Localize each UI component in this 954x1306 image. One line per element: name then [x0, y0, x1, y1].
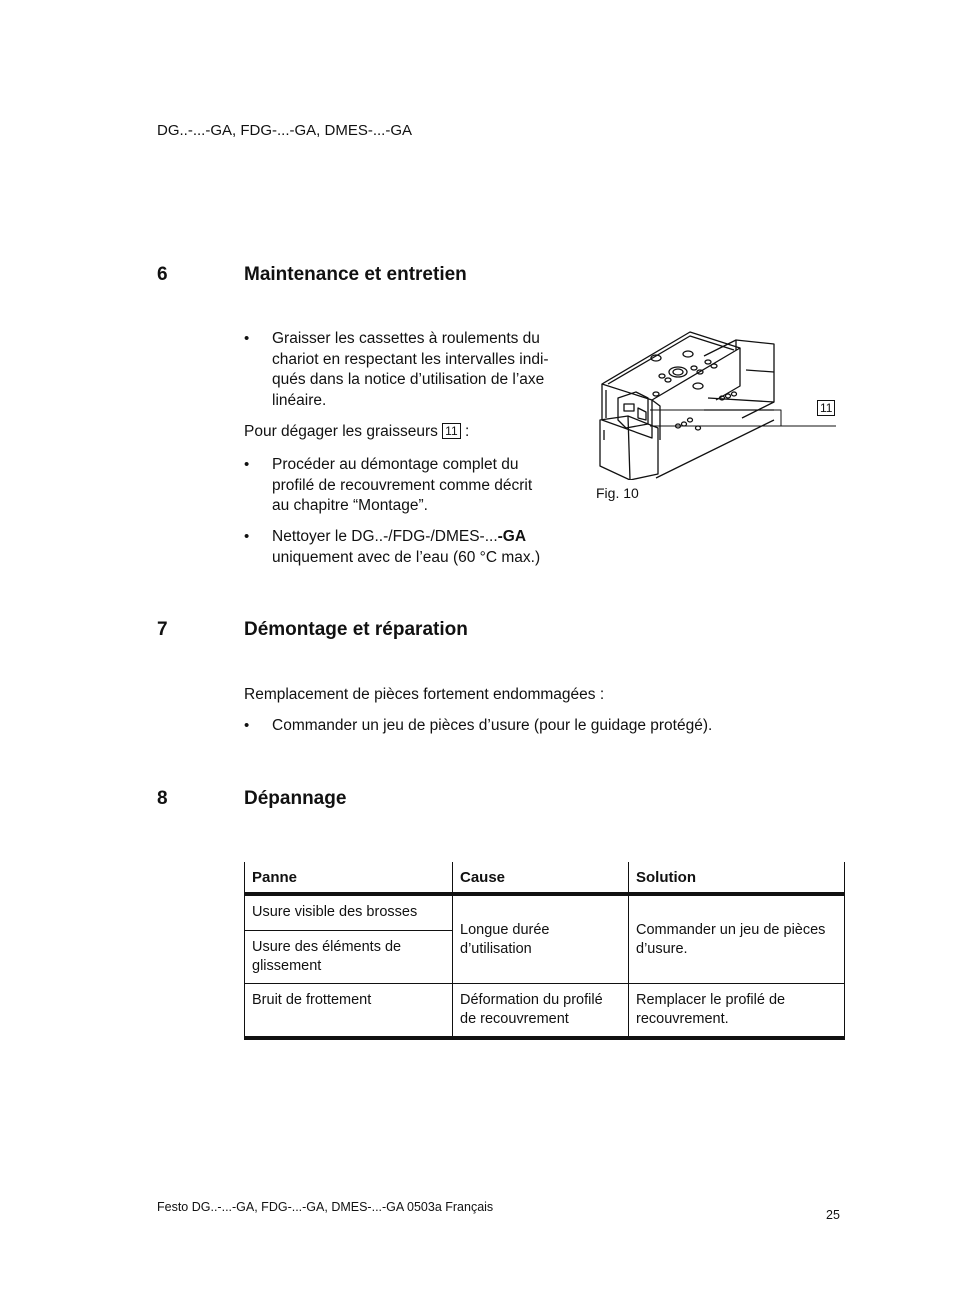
- text-line: profilé de recouvrement comme décrit: [272, 476, 533, 494]
- cell-text: d’utilisation: [460, 940, 532, 957]
- table-cell: [245, 894, 453, 931]
- section-7-number: 7: [157, 619, 168, 640]
- text-line: Procéder au démontage complet du: [272, 456, 519, 473]
- section-6-title: Maintenance et entretien: [244, 264, 467, 285]
- s6-bullet-1: [272, 329, 592, 411]
- bullet-symbol: •: [244, 456, 250, 473]
- footer-text: Festo DG..-...-GA, FDG-...-GA, DMES-...-GA 0503a Français: [157, 1200, 494, 1214]
- cell-text: Déformation du profilé: [460, 992, 603, 1008]
- text: Pour dégager les graisseurs: [244, 423, 438, 440]
- table-cell: [245, 931, 453, 984]
- section-7-title: Démontage et réparation: [244, 619, 468, 640]
- table-cell: [453, 984, 629, 1039]
- page-number: 25: [826, 1208, 840, 1222]
- text: Nettoyer le DG..-/FDG-/DMES-...: [272, 528, 498, 545]
- figure-caption: Fig. 10: [596, 485, 639, 501]
- text-bold: -GA: [497, 528, 527, 545]
- text-line: au chapitre “Montage”.: [272, 497, 428, 514]
- reference-box: 11: [442, 423, 460, 439]
- column-header-cause: Cause: [453, 862, 629, 894]
- column-header-panne: Panne: [245, 862, 453, 894]
- text-line: [272, 527, 592, 548]
- column-header-solution: Solution: [629, 862, 845, 894]
- figure-ref-11: [817, 400, 835, 418]
- bullet-symbol: •: [244, 330, 250, 347]
- cell-text: recouvrement.: [636, 1011, 729, 1027]
- cell-text: Remplacer le profilé de: [636, 992, 786, 1008]
- reference-box: 11: [817, 400, 835, 416]
- table-cell: [629, 984, 845, 1039]
- s6-bullet-3: [272, 527, 592, 568]
- section-8-title: Dépannage: [244, 788, 347, 809]
- cell-text: glissement: [252, 958, 322, 974]
- running-header: DG..-...-GA, FDG-...-GA, DMES-...-GA: [157, 122, 412, 139]
- bullet-symbol: •: [244, 717, 250, 734]
- text-line: Graisser les cassettes à roulements du: [272, 330, 540, 347]
- bullet-symbol: •: [244, 528, 250, 545]
- table-row: [245, 984, 845, 1039]
- cell-text: Bruit de frottement: [252, 992, 372, 1008]
- cell-text: Usure des éléments de: [252, 939, 402, 955]
- s7-paragraph: Remplacement de pièces fortement endommagées :: [244, 686, 605, 703]
- table-cell: [453, 894, 629, 984]
- table-row: [245, 894, 845, 931]
- s7-bullet-1: Commander un jeu de pièces d’usure (pour le guidage protégé).: [272, 717, 713, 734]
- figure-10-drawing: [596, 328, 846, 480]
- section-8-number: 8: [157, 788, 168, 809]
- cell-text: Commander un jeu de pièces: [636, 921, 826, 938]
- section-6-number: 6: [157, 264, 168, 285]
- table-cell: [629, 894, 845, 984]
- cell-text: d’usure.: [636, 940, 688, 957]
- table-header-row: [245, 862, 845, 894]
- cell-text: Longue durée: [460, 921, 550, 938]
- s6-bullet-2: [272, 455, 592, 517]
- text-line: uniquement avec de l’eau (60 °C max.): [272, 548, 541, 566]
- text-line: chariot en respectant les intervalles indi-: [272, 350, 549, 368]
- text-line: linéaire.: [272, 391, 327, 409]
- text: :: [464, 423, 470, 440]
- text-line: qués dans la notice d’utilisation de l’axe: [272, 371, 545, 388]
- cell-text: Usure visible des brosses: [252, 904, 418, 920]
- table-cell: [245, 984, 453, 1039]
- troubleshooting-table: [244, 862, 845, 1040]
- s6-paragraph: [244, 422, 469, 443]
- cell-text: de recouvrement: [460, 1011, 569, 1027]
